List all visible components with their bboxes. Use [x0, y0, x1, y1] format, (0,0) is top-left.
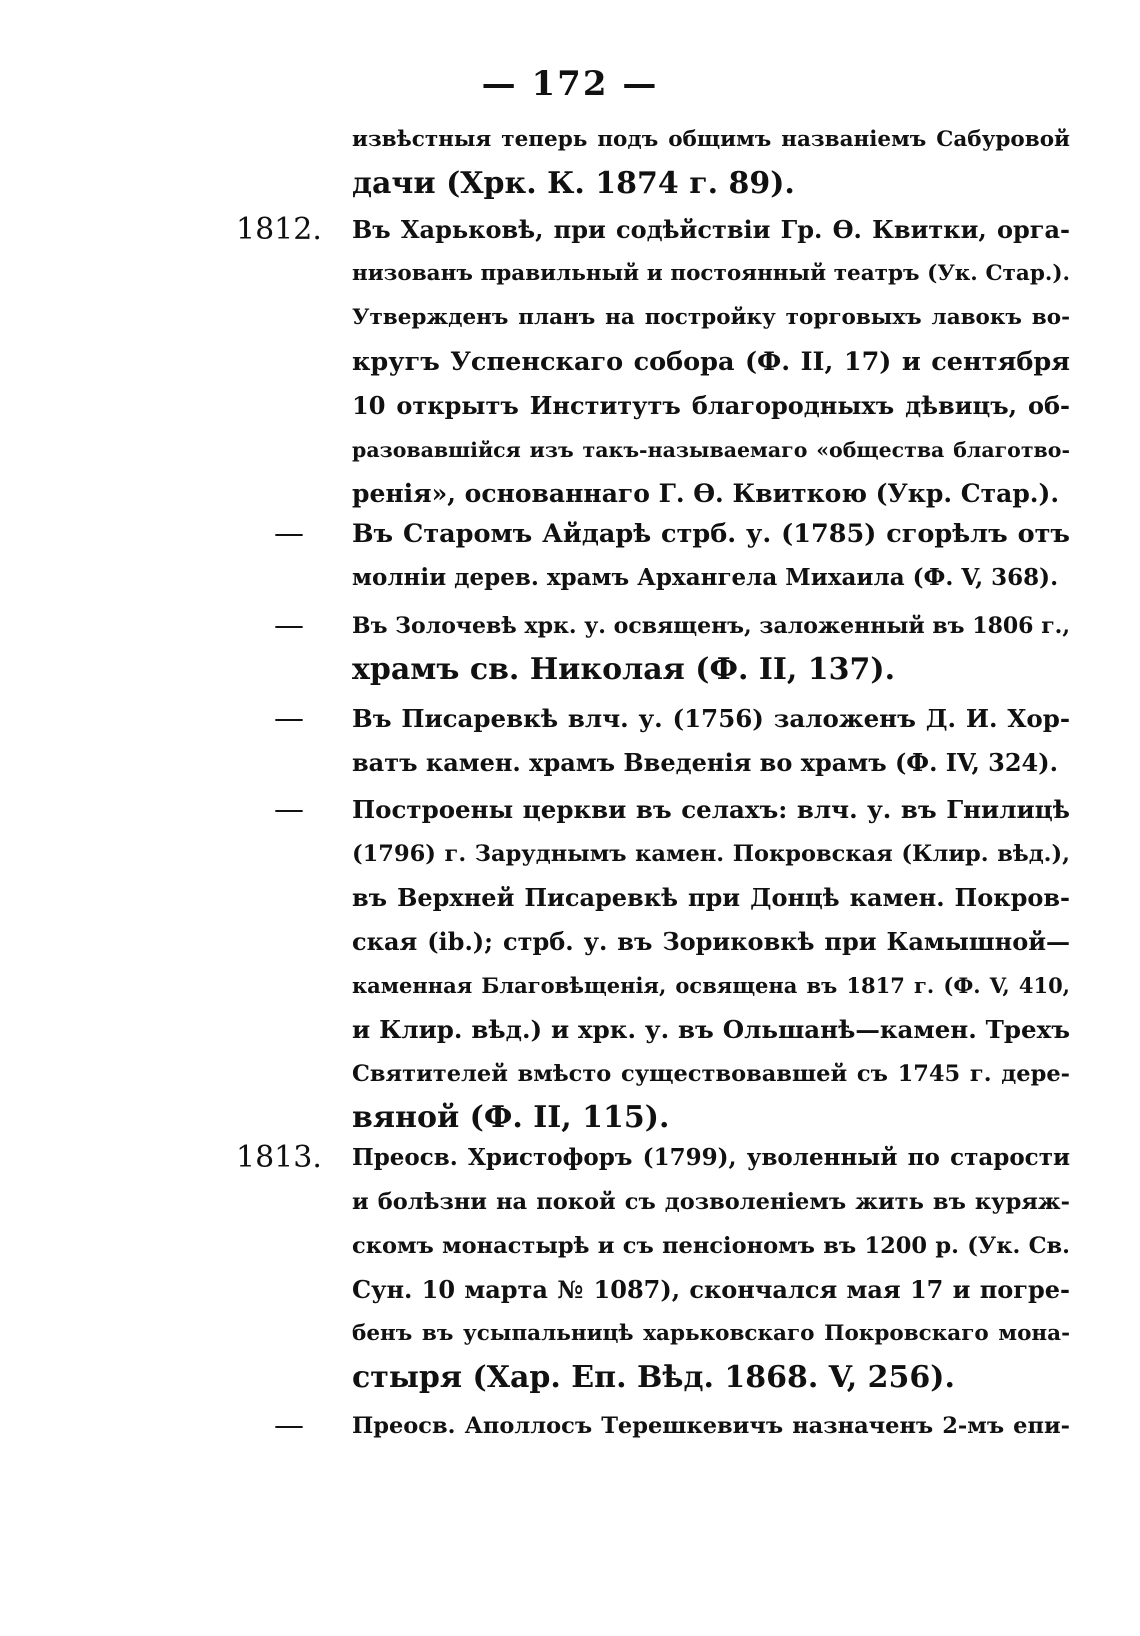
text-line: и болѣзни на покой съ дозволеніемъ жить въ куряж-	[352, 1189, 1070, 1215]
text-line: Преосв. Христофоръ (1799), уволенный по старости	[352, 1144, 1070, 1171]
text-line: Въ Золочевѣ хрк. у. освященъ, заложенный въ 1806 г.,	[352, 613, 1070, 639]
text-line: Въ Старомъ Айдарѣ стрб. у. (1785) сгорѣлъ отъ	[352, 519, 1070, 549]
text-line: Святителей вмѣсто существовавшей съ 1745 г. дере-	[352, 1061, 1070, 1087]
entry-churches-built	[236, 788, 1076, 1140]
text-line: (1796) г. Заруднымъ камен. Покровская (Клир. вѣд.),	[352, 841, 1070, 867]
entry-body	[352, 604, 1070, 692]
text-line: вяной (Ф. II, 115).	[352, 1100, 670, 1135]
dash-label: —	[274, 516, 304, 551]
entry-apollos	[236, 1404, 1076, 1448]
entry-body	[352, 118, 1070, 206]
text-line: 10 открытъ Институтъ благородныхъ дѣвицъ, об-	[352, 391, 1070, 420]
text-line: и Клир. вѣд.) и хрк. у. въ Ольшанѣ—камен. Трехъ	[352, 1015, 1070, 1044]
text-line: ренія», основаннаго Г. Ѳ. Квиткою (Укр. Стар.).	[352, 479, 1060, 508]
entry-staryi-aidar	[236, 512, 1076, 600]
entry-body	[352, 1136, 1070, 1400]
text-line: Сун. 10 марта № 1087), скончался мая 17 и погре-	[352, 1275, 1070, 1304]
entry-1812	[236, 208, 1076, 516]
text-line: ская (ib.); стрб. у. въ Зориковкѣ при Камышной—	[352, 927, 1070, 956]
entry-body	[352, 1404, 1070, 1448]
entry-body	[352, 697, 1070, 785]
text-line: каменная Благовѣщенія, освящена въ 1817 г. (Ф. V, 410,	[352, 973, 1070, 998]
text-line: кругъ Успенскаго собора (Ф. II, 17) и сентября	[352, 347, 1070, 377]
dash-label: —	[274, 792, 304, 827]
entry-1813	[236, 1136, 1076, 1400]
text-line: низованъ правильный и постоянный театръ (Ук. Стар.).	[352, 261, 1070, 286]
entry-body	[352, 512, 1070, 600]
dash-label: —	[274, 1408, 304, 1443]
entry-continuation	[236, 118, 1076, 206]
text-line: скомъ монастырѣ и съ пенсіономъ въ 1200 р. (Ук. Св.	[352, 1233, 1070, 1259]
dash-label: —	[274, 701, 304, 736]
entry-body	[352, 788, 1070, 1140]
entry-pisarevka	[236, 697, 1076, 785]
text-line: бенъ въ усыпальницѣ харьковскаго Покровскаго мона-	[352, 1321, 1070, 1346]
text-line: ватъ камен. храмъ Введенія во храмъ (Ф. IV, 324).	[352, 748, 1058, 777]
text-line: Утвержденъ планъ на постройку торговыхъ лавокъ во-	[352, 305, 1070, 330]
entry-zolochev	[236, 604, 1076, 692]
year-label: 1812.	[236, 212, 322, 247]
text-line: въ Верхней Писаревкѣ при Донцѣ камен. Покров-	[352, 883, 1070, 912]
text-line: Въ Писаревкѣ влч. у. (1756) заложенъ Д. И. Хор-	[352, 704, 1070, 733]
text-line: дачи (Хрк. К. 1874 г. 89).	[352, 166, 795, 201]
text-line: стыря (Хар. Еп. Вѣд. 1868. V, 256).	[352, 1360, 955, 1395]
text-line: Въ Харьковѣ, при содѣйствіи Гр. Ѳ. Квитки, орга-	[352, 215, 1070, 244]
entry-body	[352, 208, 1070, 516]
text-line: извѣстныя теперь подъ общимъ названіемъ Сабуровой	[352, 127, 1070, 152]
dash-label: —	[274, 608, 304, 643]
page-number: — 172 —	[481, 64, 659, 104]
text-line: разовавшійся изъ такъ-называемаго «общества благотво-	[352, 438, 1070, 462]
text-line: Преосв. Аполлосъ Терешкевичъ назначенъ 2-мъ епи-	[352, 1413, 1070, 1439]
year-label: 1813.	[236, 1140, 322, 1175]
text-line: молніи дерев. храмъ Архангела Михаила (Ф. V, 368).	[352, 564, 1059, 591]
text-line: храмъ св. Николая (Ф. II, 137).	[352, 652, 896, 687]
text-line: Построены церкви въ селахъ: влч. у. въ Гнилицѣ	[352, 795, 1070, 824]
